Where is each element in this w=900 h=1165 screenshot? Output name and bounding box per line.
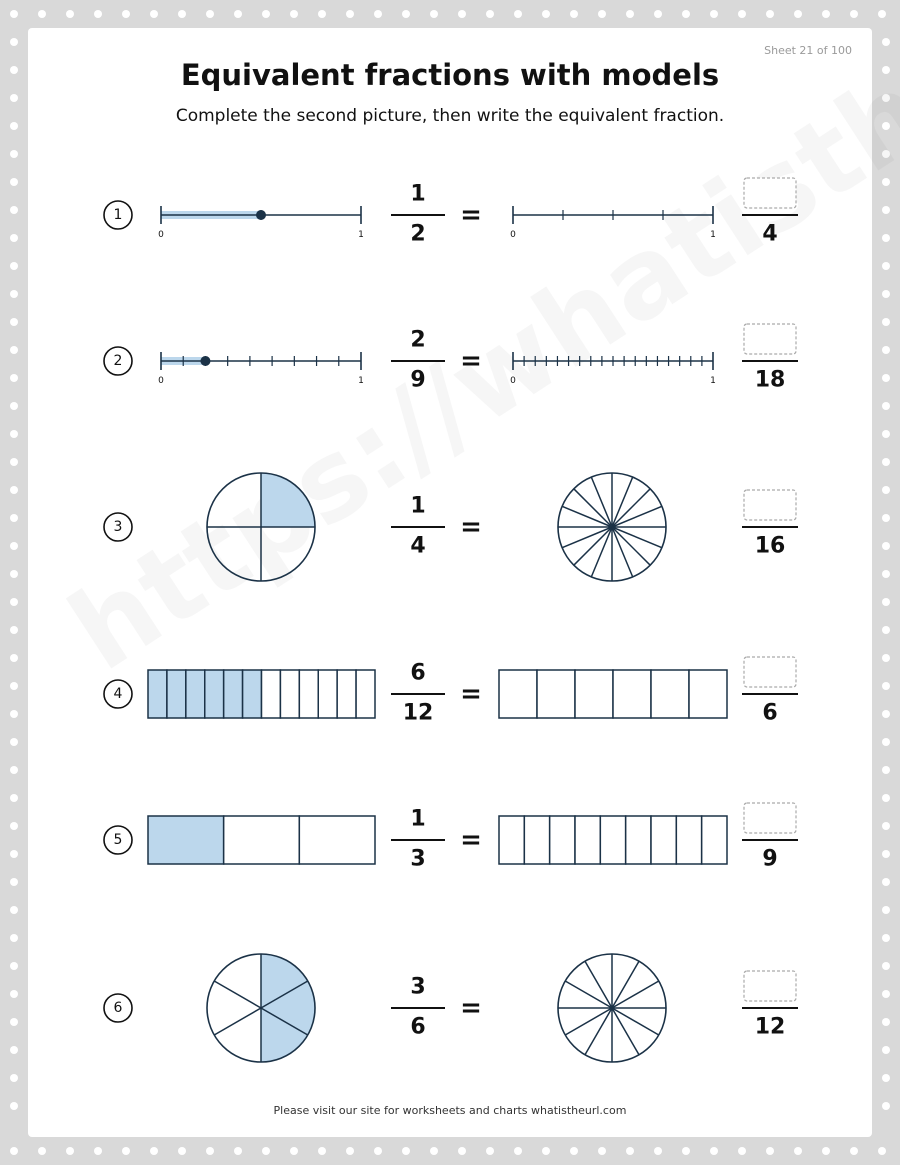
sector-divider [214,1008,261,1035]
border-dot [882,486,890,494]
border-dot [66,10,74,18]
bar-cell [356,670,375,718]
border-dot [654,10,662,18]
bar-cell [676,816,701,864]
bar-cell [651,670,689,718]
border-dot [10,794,18,802]
border-dot [822,1147,830,1155]
border-dot [882,66,890,74]
border-dot [882,878,890,886]
answer-numerator-box[interactable] [744,803,796,833]
bar-cell [651,816,676,864]
bar-cell [499,670,537,718]
border-dot [234,10,242,18]
axis-label-start: 0 [158,230,164,240]
bar-cell [167,670,186,718]
problems [28,28,872,1137]
bar-cell [524,816,549,864]
border-dot [598,1147,606,1155]
border-dot [882,738,890,746]
border-dot [570,10,578,18]
border-dot [10,402,18,410]
border-dot [10,514,18,522]
answer-numerator-box[interactable] [744,324,796,354]
answer-numerator-box[interactable] [744,178,796,208]
bar-cell [626,816,651,864]
border-dot [882,710,890,718]
given-numerator: 2 [410,327,426,353]
given-numerator: 3 [410,974,426,1000]
border-dot [10,906,18,914]
sector-divider [574,489,612,527]
given-denominator: 4 [410,533,426,559]
border-dot [10,234,18,242]
given-numerator: 1 [410,181,426,207]
border-dot [882,1046,890,1054]
border-dot [514,1147,522,1155]
border-dot [346,1147,354,1155]
border-dot [882,598,890,606]
border-dot [262,1147,270,1155]
border-dot [882,430,890,438]
border-dot [882,514,890,522]
border-dot [430,10,438,18]
border-dot [882,906,890,914]
border-dot [882,822,890,830]
given-denominator: 3 [410,846,426,872]
border-dot [710,10,718,18]
border-dot [10,598,18,606]
axis-label-end: 1 [358,230,364,240]
border-dot [178,10,186,18]
sector-divider [214,981,261,1008]
problem-number: 4 [113,686,123,702]
border-dot [570,1147,578,1155]
border-dot [882,458,890,466]
border-dot [10,1147,18,1155]
border-dot [178,1147,186,1155]
answer-denominator: 18 [754,367,786,393]
border-dot [738,1147,746,1155]
equals-sign: = [460,512,482,542]
sector-divider [612,489,650,527]
border-dot [10,962,18,970]
bar-cell [702,816,727,864]
border-dot [542,1147,550,1155]
border-dot [882,402,890,410]
equals-sign: = [460,346,482,376]
problem-number: 1 [113,207,123,223]
border-dot [10,206,18,214]
border-dot [10,626,18,634]
bar-cell [186,670,205,718]
border-dot [290,1147,298,1155]
border-dot [10,374,18,382]
worksheet [28,28,872,1137]
bar-cell [299,816,375,864]
instructions: Complete the second picture, then write the equivalent fraction. [175,106,725,126]
bar-cell [318,670,337,718]
border-dot [882,122,890,130]
border-dot [458,1147,466,1155]
given-numerator: 1 [410,806,426,832]
border-dot [10,178,18,186]
border-dot [598,10,606,18]
border-dot [10,990,18,998]
border-dot [738,10,746,18]
border-dot [10,710,18,718]
bar-cell [575,670,613,718]
bar-cell [337,670,356,718]
problem-number: 5 [113,832,123,848]
border-dot [10,1102,18,1110]
bar-cell [575,816,600,864]
problem-6 [104,954,798,1062]
bar-cell [205,670,224,718]
border-dot [878,1147,886,1155]
border-dot [794,1147,802,1155]
border-dot [882,178,890,186]
axis-label-start: 0 [510,230,516,240]
point-marker [256,210,266,220]
axis-label-end: 1 [358,376,364,386]
axis-label-end: 1 [710,376,716,386]
answer-denominator: 12 [754,1014,786,1040]
border-dot [10,94,18,102]
border-dot [10,738,18,746]
border-dot [486,1147,494,1155]
bar-cell [600,816,625,864]
answer-numerator-box[interactable] [744,657,796,687]
border-dot [882,626,890,634]
border-dot [150,10,158,18]
border-dot [514,10,522,18]
border-dot [882,290,890,298]
border-dot [882,766,890,774]
border-dot [882,262,890,270]
axis-label-start: 0 [158,376,164,386]
border-dot [882,1102,890,1110]
border-dot [710,1147,718,1155]
border-dot [486,10,494,18]
border-dot [206,1147,214,1155]
border-dot [150,1147,158,1155]
border-dot [682,1147,690,1155]
border-dot [654,1147,662,1155]
border-dot [882,794,890,802]
border-dot [766,10,774,18]
border-dot [882,682,890,690]
equals-sign: = [460,993,482,1023]
border-dot [10,1046,18,1054]
border-dot [10,290,18,298]
border-dot [10,654,18,662]
border-dot [318,10,326,18]
axis-label-start: 0 [510,376,516,386]
border-dot [10,318,18,326]
border-dot [882,206,890,214]
border-dot [318,1147,326,1155]
given-numerator: 1 [410,493,426,519]
border-dot [882,990,890,998]
border-dot [10,10,18,18]
problem-3 [104,473,798,581]
given-denominator: 2 [410,221,426,247]
problem-number: 6 [113,1000,123,1016]
border-dot [882,570,890,578]
bar-cell [262,670,281,718]
sector-divider [574,527,612,565]
point-marker [200,356,210,366]
bar-cell [280,670,299,718]
border-dot [10,570,18,578]
border-dot [10,346,18,354]
problem-4 [104,657,798,726]
footer: Please visit our site for worksheets and charts whatistheurl.com [273,1104,627,1117]
bar-cell [224,670,243,718]
bar-cell [148,816,224,864]
border-dot [882,38,890,46]
given-denominator: 6 [410,1014,426,1040]
border-dot [794,10,802,18]
bar-cell [243,670,262,718]
border-dot [882,934,890,942]
border-dot [38,1147,46,1155]
border-dot [10,934,18,942]
border-dot [10,878,18,886]
border-dot [766,1147,774,1155]
bar-cell [499,816,524,864]
border-dot [10,458,18,466]
border-dot [882,654,890,662]
problem-2 [104,324,798,393]
border-dot [374,1147,382,1155]
border-dot [10,122,18,130]
bar-cell [537,670,575,718]
border-dot [290,10,298,18]
border-dot [882,234,890,242]
border-dot [10,262,18,270]
border-dot [94,10,102,18]
border-dot [122,10,130,18]
border-dot [850,1147,858,1155]
border-dot [430,1147,438,1155]
border-dot [878,10,886,18]
bar-cell [613,670,651,718]
border-dot [10,430,18,438]
given-denominator: 12 [402,700,434,726]
border-dot [206,10,214,18]
problem-number: 3 [113,519,123,535]
border-dot [882,1074,890,1082]
border-dot [458,10,466,18]
border-dot [882,150,890,158]
page-title: Equivalent fractions with models [180,58,720,92]
border-dot [542,10,550,18]
equals-sign: = [460,200,482,230]
border-dot [626,1147,634,1155]
axis-label-end: 1 [710,230,716,240]
border-dot [122,1147,130,1155]
bar-cell [148,670,167,718]
border-dot [882,374,890,382]
bar-cell [224,816,300,864]
border-dot [38,10,46,18]
border-dot [10,66,18,74]
border-dot [262,10,270,18]
sheet-number: Sheet 21 of 100 [764,44,852,57]
answer-numerator-box[interactable] [744,490,796,520]
given-denominator: 9 [410,367,426,393]
border-dot [882,962,890,970]
border-dot [402,1147,410,1155]
border-dot [94,1147,102,1155]
border-dot [10,1018,18,1026]
equals-sign: = [460,825,482,855]
answer-denominator: 6 [762,700,778,726]
bar-cell [299,670,318,718]
border-dot [374,10,382,18]
border-dot [346,10,354,18]
border-dot [882,346,890,354]
border-dot [402,10,410,18]
border-dot [10,682,18,690]
border-dot [10,822,18,830]
sector-divider [612,527,650,565]
border-dot [10,1074,18,1082]
problem-5 [104,803,798,872]
border-dot [626,10,634,18]
border-dot [882,318,890,326]
border-dot [10,850,18,858]
bar-cell [550,816,575,864]
problem-number: 2 [113,353,123,369]
border-dot [882,94,890,102]
border-dot [882,1018,890,1026]
border-dot [10,150,18,158]
answer-denominator: 16 [754,533,786,559]
border-dot [234,1147,242,1155]
given-numerator: 6 [410,660,426,686]
border-dot [10,542,18,550]
border-dot [882,542,890,550]
border-dot [822,10,830,18]
equals-sign: = [460,679,482,709]
bar-cell [689,670,727,718]
border-dot [66,1147,74,1155]
border-dot [850,10,858,18]
border-dot [10,486,18,494]
problem-1 [104,178,798,247]
border-dot [882,850,890,858]
answer-denominator: 4 [762,221,778,247]
border-dot [10,766,18,774]
border-dot [682,10,690,18]
answer-denominator: 9 [762,846,778,872]
answer-numerator-box[interactable] [744,971,796,1001]
border-dot [10,38,18,46]
